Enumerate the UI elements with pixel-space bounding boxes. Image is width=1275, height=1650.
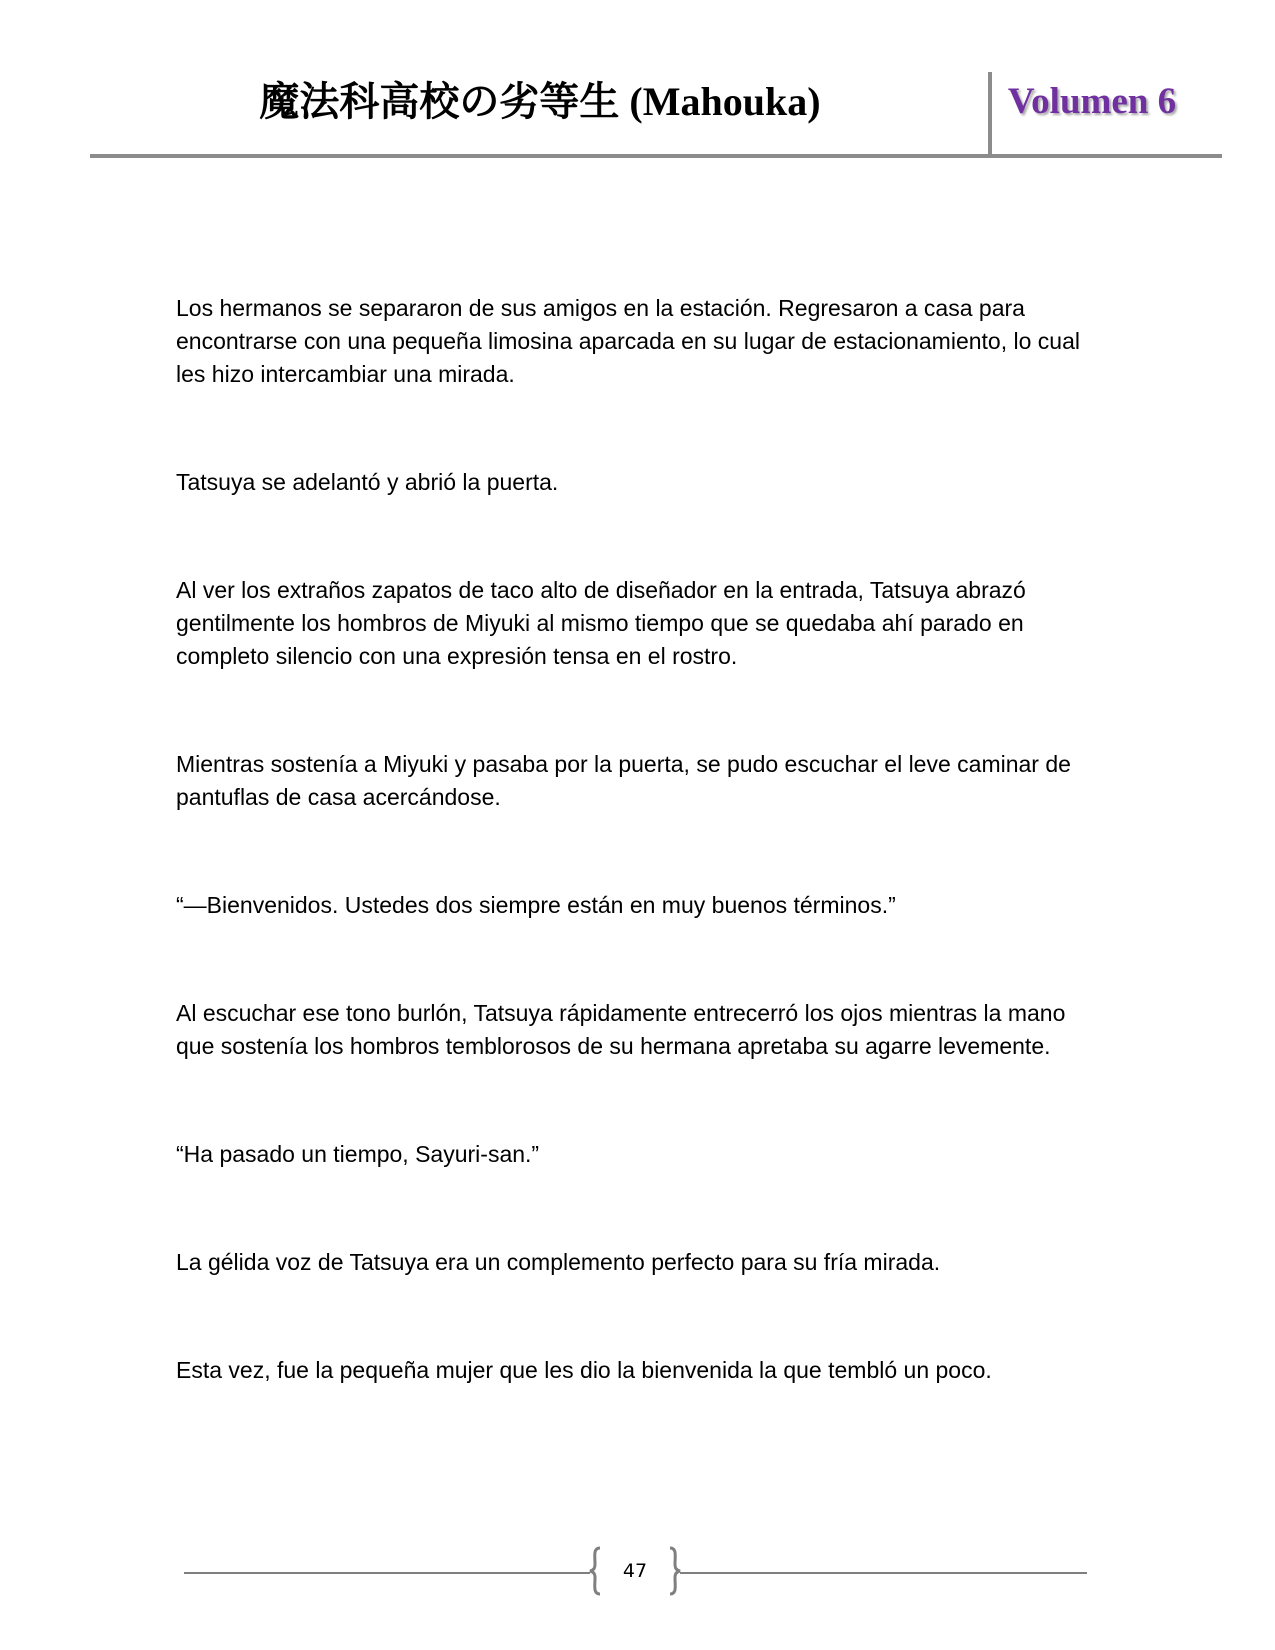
footer-line-left (184, 1572, 590, 1574)
paragraph: Tatsuya se adelantó y abrió la puerta. (176, 469, 559, 495)
volume-label: Volumen 6 (1007, 81, 1177, 122)
right-bracket-icon (668, 1546, 682, 1596)
paragraph: Al ver los extraños zapatos de taco alto de diseñador en la entrada, Tatsuya abrazó gentilmente los hombros de Miyuki al mismo tiempo que se quedaba ahí parado en completo silencio con una expresión tensa en el rostro. (176, 577, 1026, 669)
page-number: 47 (622, 1560, 648, 1582)
footer-line-right (680, 1572, 1087, 1574)
paragraph: “Ha pasado un tiempo, Sayuri-san.” (176, 1141, 540, 1167)
left-bracket-icon (588, 1546, 602, 1596)
paragraph: Mientras sostenía a Miyuki y pasaba por la puerta, se pudo escuchar el leve caminar de pantuflas de casa acercándose. (176, 751, 1071, 810)
paragraph: Los hermanos se separaron de sus amigos en la estación. Regresaron a casa para encontrarse con una pequeña limosina aparcada en su lugar de estacionamiento, lo cual les hizo intercambiar una mirada. (176, 295, 1080, 387)
page-header (0, 0, 1275, 160)
page-title: 魔法科高校の劣等生 (Mahouka) (259, 79, 821, 124)
paragraph: La gélida voz de Tatsuya era un complemento perfecto para su fría mirada. (176, 1249, 941, 1275)
header-rule (90, 154, 1222, 158)
paragraph: Al escuchar ese tono burlón, Tatsuya rápidamente entrecerró los ojos mientras la mano que sostenía los hombros temblorosos de su hermana apretaba su agarre levemente. (176, 1000, 1066, 1059)
paragraph: Esta vez, fue la pequeña mujer que les dio la bienvenida la que tembló un poco. (176, 1357, 992, 1383)
paragraph: “—Bienvenidos. Ustedes dos siempre están en muy buenos términos.” (176, 892, 896, 918)
body-text (176, 292, 1096, 1387)
